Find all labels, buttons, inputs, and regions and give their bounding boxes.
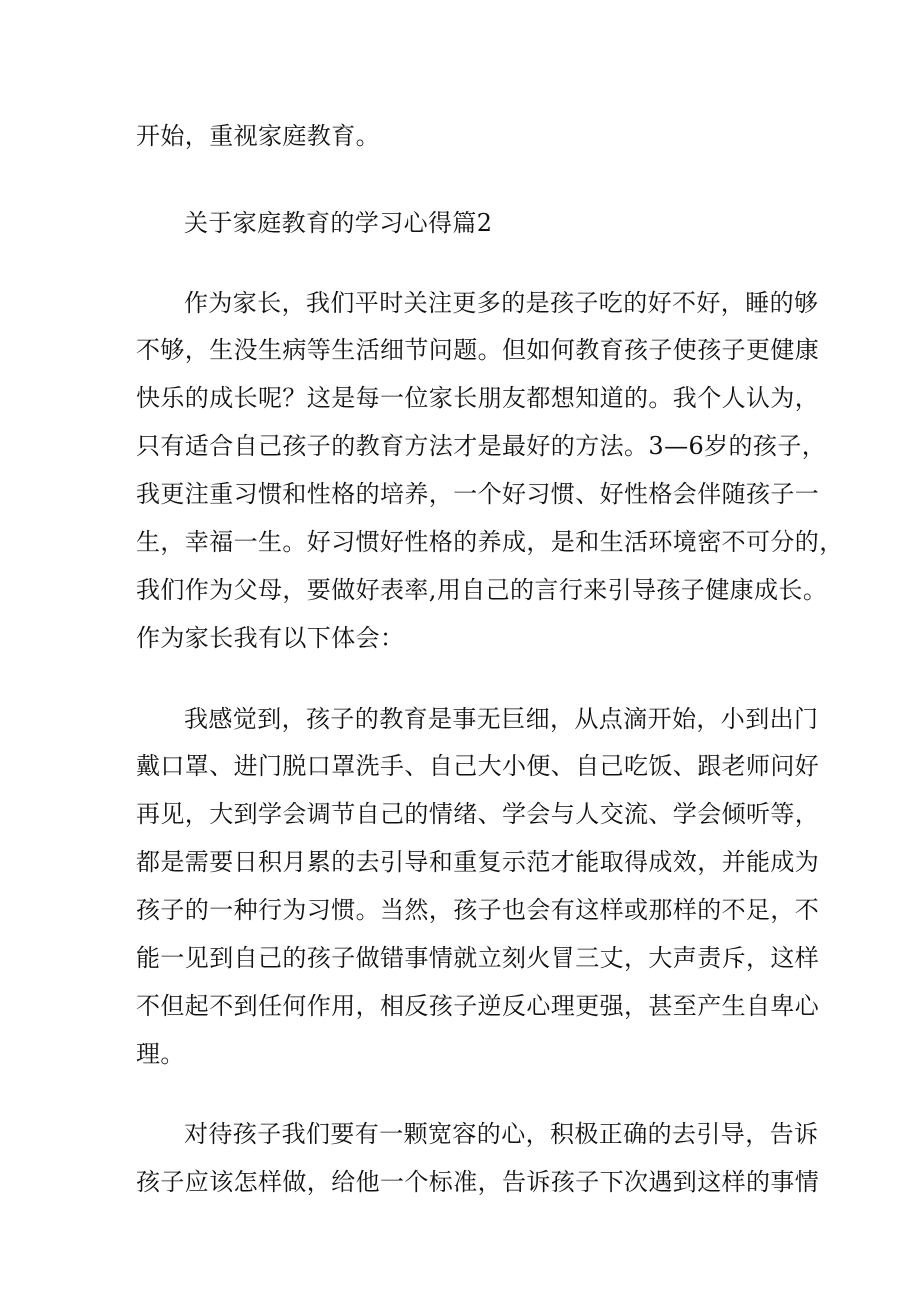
paragraph-line: 理。 — [136, 1040, 185, 1068]
paragraph-line: 只有适合自己孩子的教育方法才是最好的方法。3—6岁的孩子， — [136, 432, 827, 460]
paragraph-line: 再见，大到学会调节自己的情绪、学会与人交流、学会倾听等， — [136, 800, 820, 828]
paragraph-line: 孩子应该怎样做，给他一个标准，告诉孩子下次遇到这样的事情 — [136, 1168, 820, 1196]
paragraph-line: 快乐的成长呢？这是每一位家长朋友都想知道的。我个人认为， — [136, 384, 820, 412]
paragraph-line: 我感觉到，孩子的教育是事无巨细，从点滴开始，小到出门 — [184, 705, 819, 733]
paragraph-line: 作为家长我有以下体会： — [136, 624, 405, 652]
lead-line: 开始，重视家庭教育。 — [136, 122, 380, 150]
paragraph-line: 不够，生没生病等生活细节问题。但如何教育孩子使孩子更健康 — [136, 336, 820, 364]
paragraph-line: 作为家长，我们平时关注更多的是孩子吃的好不好，睡的够 — [184, 289, 819, 317]
paragraph-line: 我更注重习惯和性格的培养，一个好习惯、好性格会伴随孩子一 — [136, 480, 820, 508]
paragraph-line: 能一见到自己的孩子做错事情就立刻火冒三丈，大声责斥，这样 — [136, 944, 820, 972]
paragraph-line: 孩子的一种行为习惯。当然，孩子也会有这样或那样的不足，不 — [136, 896, 820, 924]
paragraph-line: 不但起不到任何作用，相反孩子逆反心理更强，甚至产生自卑心 — [136, 992, 820, 1020]
paragraph-line: 生，幸福一生。好习惯好性格的养成，是和生活环境密不可分的， — [136, 528, 844, 556]
paragraph-line: 都是需要日积月累的去引导和重复示范才能取得成效，并能成为 — [136, 848, 820, 876]
section-title: 关于家庭教育的学习心得篇2 — [184, 209, 493, 237]
paragraph-line: 对待孩子我们要有一颗宽容的心，积极正确的去引导，告诉 — [184, 1120, 819, 1148]
paragraph-line: 戴口罩、进门脱口罩洗手、自己大小便、自己吃饭、跟老师问好 — [136, 752, 820, 780]
paragraph-line: 我们作为父母，要做好表率,用自己的言行来引导孩子健康成长。 — [136, 576, 828, 604]
